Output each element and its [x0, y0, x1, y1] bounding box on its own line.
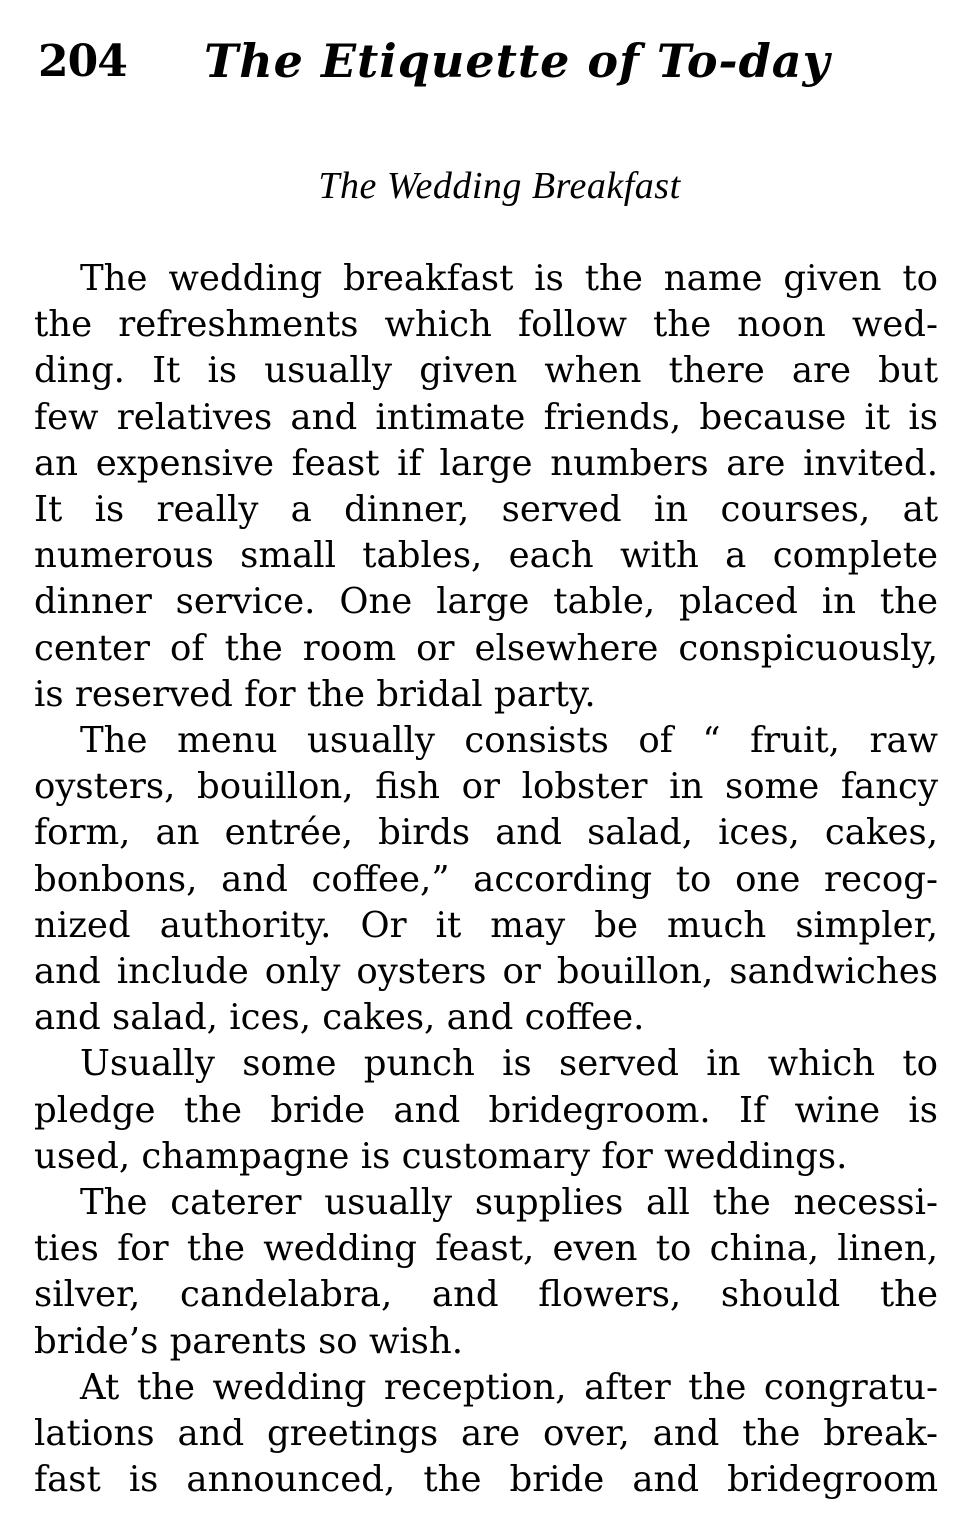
paragraph — [34, 1041, 938, 1180]
text-line: The menu usually consists of “ fruit, raw — [80, 720, 938, 762]
paragraph — [34, 718, 938, 1041]
text-line: bonbons, and coffee,” according to one recog- — [34, 858, 938, 900]
text-line: ties for the wedding feast, even to china, linen, — [34, 1228, 938, 1270]
text-line: and include only oysters or bouillon, sandwiches — [34, 951, 938, 993]
text-line: The wedding breakfast is the name given to — [80, 258, 938, 299]
running-head — [38, 30, 958, 100]
page-number: 204 — [38, 36, 127, 87]
text-line: bride’s parents so wish. — [34, 1320, 464, 1362]
text-line: pledge the bride and bridegroom. If wine is — [34, 1089, 938, 1131]
text-line: used, champagne is customary for weddings. — [34, 1135, 848, 1177]
text-line: nized authority. Or it may be much simpler, — [34, 904, 938, 946]
book-title: The Etiquette of To-day — [204, 34, 831, 88]
text-line: few relatives and intimate friends, because it is — [34, 396, 938, 438]
text-line: the refreshments which follow the noon wed- — [34, 304, 938, 346]
text-line: fast is announced, the bride and bridegroom — [34, 1459, 938, 1501]
text-line: oysters, bouillon, fish or lobster in some fancy — [34, 766, 938, 808]
paragraph — [34, 1365, 938, 1504]
body-text — [34, 256, 938, 1503]
text-line: ding. It is usually given when there are but — [34, 350, 938, 392]
text-line: center of the room or elsewhere conspicuously, — [34, 627, 938, 669]
text-line: is reserved for the bridal party. — [34, 673, 596, 715]
text-line: Usually some punch is served in which to — [80, 1043, 938, 1085]
text-line: silver, candelabra, and flowers, should the — [34, 1274, 938, 1316]
text-line: an expensive feast if large numbers are invited. — [34, 442, 938, 484]
section-heading: The Wedding Breakfast — [318, 165, 681, 207]
text-line: The caterer usually supplies all the necessi- — [80, 1182, 938, 1224]
text-line: lations and greetings are over, and the break- — [34, 1413, 938, 1455]
text-line: It is really a dinner, served in courses, at — [34, 489, 938, 531]
text-line: dinner service. One large table, placed in the — [34, 581, 938, 623]
text-line: and salad, ices, cakes, and coffee. — [34, 997, 645, 1039]
paragraph — [34, 256, 938, 718]
paragraph — [34, 1180, 938, 1365]
text-line: form, an entrée, birds and salad, ices, cakes, — [34, 812, 938, 854]
text-line: At the wedding reception, after the congratu- — [80, 1366, 938, 1408]
text-line: numerous small tables, each with a complete — [34, 535, 938, 577]
